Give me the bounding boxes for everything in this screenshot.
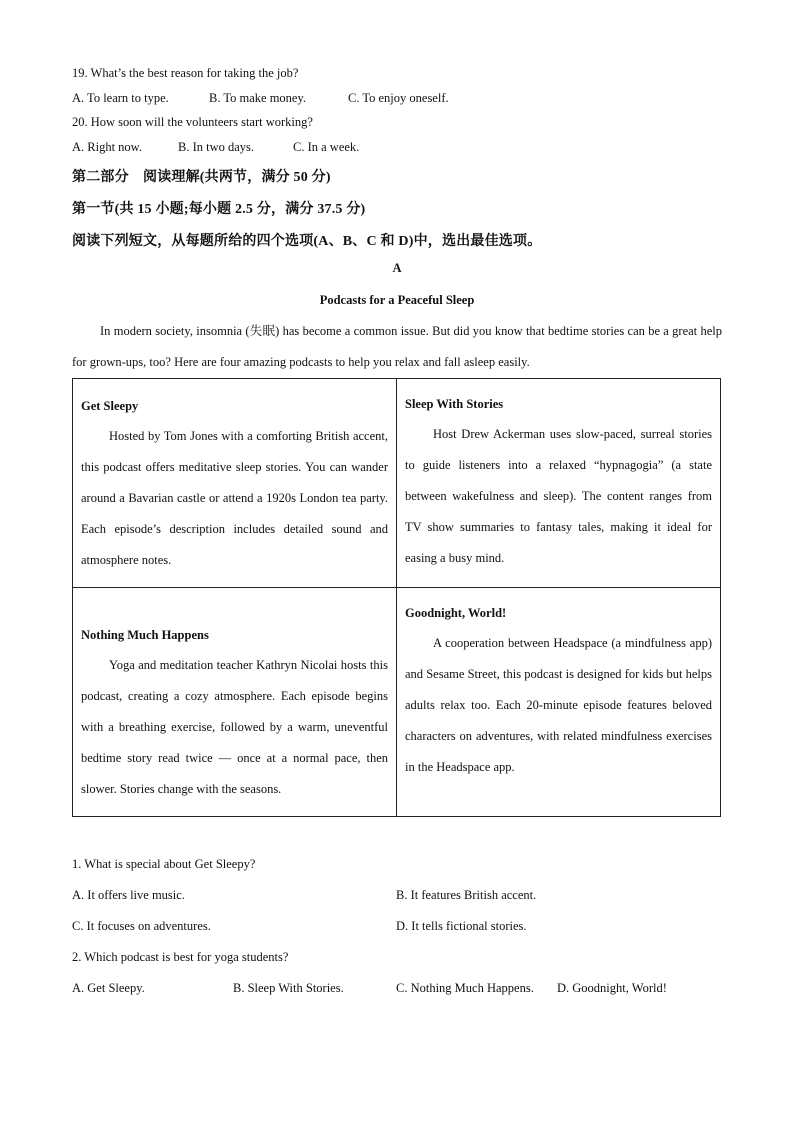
- podcast-cell: [73, 588, 397, 817]
- option-c: C. To enjoy oneself.: [348, 91, 449, 105]
- question-19-options: [72, 91, 449, 106]
- podcast-cell: [73, 379, 397, 588]
- question-20-options: [72, 140, 359, 155]
- podcast-name: Get Sleepy: [81, 399, 139, 413]
- podcast-cell: [397, 379, 721, 588]
- option-b: B. To make money.: [209, 91, 307, 105]
- option-a: A. It offers live music.: [72, 888, 185, 902]
- option-c: C. It focuses on adventures.: [72, 919, 211, 933]
- option-a: A. Right now.: [72, 140, 143, 154]
- option-a: A. Get Sleepy.: [72, 981, 145, 995]
- podcast-table: [72, 378, 721, 817]
- option-d: D. Goodnight, World!: [557, 981, 667, 995]
- podcast-description: Host Drew Ackerman uses slow-paced, surreal stories to guide listeners into a relaxed “hypnagogia” (a state between wakefulness and sleep). The content ranges from TV show summaries to fantasy tales, making it ideal for easing a busy mind.: [405, 427, 712, 565]
- passage-intro: In modern society, insomnia (失眠) has become a common issue. But did you know that bedtime stories can be a great help for grown-ups, too? Here are four amazing podcasts to help you relax and fall asleep easily.: [72, 324, 722, 369]
- podcast-description: A cooperation between Headspace (a mindfulness app) and Sesame Street, this podcast is designed for kids but helps adults relax too. Each 20-minute episode features beloved characters on adventures, with related mindfulness exercises in the Headspace app.: [405, 636, 712, 774]
- podcast-description: Yoga and meditation teacher Kathryn Nicolai hosts this podcast, creating a cozy atmosphere. Each episode begins with a breathing exercise, followed by a warm, uneventful bedtime story read twice — once at a normal pace, then slower. Stories change with the seasons.: [81, 658, 388, 796]
- podcast-description: Hosted by Tom Jones with a comforting British accent, this podcast offers meditative sleep stories. You can wander around a Bavarian castle or attend a 1920s London tea party. Each episode’s description includes detailed sound and atmosphere notes.: [81, 429, 388, 567]
- option-b: B. It features British accent.: [396, 888, 537, 902]
- passage-title: Podcasts for a Peaceful Sleep: [319, 293, 475, 307]
- podcast-name: Sleep With Stories: [405, 397, 504, 411]
- subsection-title: 第一节(共 15 小题;每小题 2.5 分，满分 37.5 分): [72, 202, 366, 217]
- part-title: 第二部分 阅读理解(共两节，满分 50 分): [72, 170, 331, 185]
- podcast-name: Nothing Much Happens: [81, 628, 209, 642]
- option-b: B. In two days.: [178, 140, 255, 154]
- option-c: C. In a week.: [293, 140, 360, 154]
- option-b: B. Sleep With Stories.: [233, 981, 344, 995]
- question-19-stem: 19. What’s the best reason for taking the job?: [72, 66, 299, 80]
- question-20-stem: 20. How soon will the volunteers start working?: [72, 115, 313, 129]
- option-c: C. Nothing Much Happens.: [396, 981, 534, 995]
- podcast-cell: [397, 588, 721, 817]
- question-2-stem: 2. Which podcast is best for yoga students?: [72, 950, 289, 964]
- question-1-stem: 1. What is special about Get Sleepy?: [72, 857, 256, 871]
- podcast-name: Goodnight, World!: [405, 606, 507, 620]
- passage-letter: A: [392, 261, 402, 275]
- instruction: 阅读下列短文，从每题所给的四个选项(A、B、C 和 D)中，选出最佳选项。: [72, 234, 542, 249]
- option-d: D. It tells fictional stories.: [396, 919, 527, 933]
- option-a: A. To learn to type.: [72, 91, 169, 105]
